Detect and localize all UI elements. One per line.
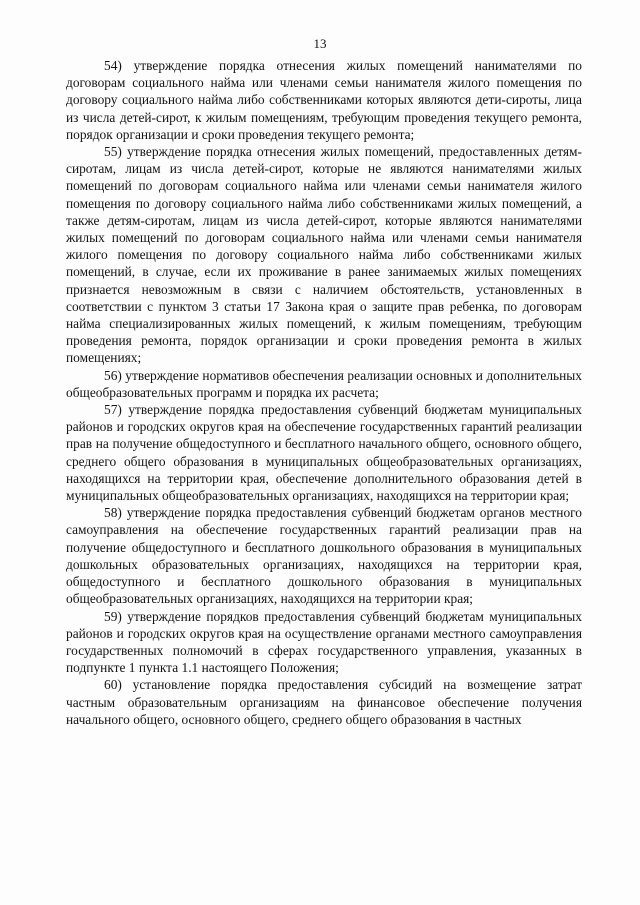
document-body (66, 57, 582, 728)
paragraph-56: 56) утверждение нормативов обеспечения реализации основных и дополнительных общеобразовательных программ и порядка их расчета; (66, 367, 582, 400)
paragraph-58: 58) утверждение порядка предоставления субвенций бюджетам органов местного самоуправления на обеспечение государственных гарантий реализации прав на получение общедоступного и бесплатного дошкольного образования в муниципальных дошкольных образовательных организациях, находящихся на территории края, общедоступного и бесплатного дошкольного образования в муниципальных общеобразовательных организациях, находящихся на территории края; (66, 505, 582, 607)
paragraph-54: 54) утверждение порядка отнесения жилых помещений нанимателями по договорам социального найма или членами семьи нанимателя жилого помещения по договору социального найма либо собственниками которых являются дети-сироты, лица из числа детей-сирот, к жилым помещениям, требующим проведения текущего ремонта, порядок организации и сроки проведения текущего ремонта; (66, 58, 582, 142)
paragraph-55: 55) утверждение порядка отнесения жилых помещений, предоставленных детям-сиротам, лицам из числа детей-сирот, которые не являются нанимателями жилых помещений по договорам социального найма или членами семьи нанимателя жилого помещения по договору социального найма либо собственниками жилых помещений, а также детям-сиротам, лицам из числа детей-сирот, которые являются нанимателями жилых помещений по договорам социального найма или членами семьи нанимателя жилого помещения по договору социального найма либо собственниками жилых помещений, в случае, если их проживание в ранее занимаемых жилых помещениях признается невозможным в связи с наличием обстоятельств, установленных в соответствии с пунктом 3 статьи 17 Закона края о защите прав ребенка, по договорам найма специализированных жилых помещений, к жилым помещениям, требующим проведения ремонта, порядок организации и сроки проведения ремонта в жилых помещениях; (66, 144, 582, 366)
page-number: 13 (313, 36, 327, 51)
paragraph-57: 57) утверждение порядка предоставления субвенций бюджетам муниципальных районов и городских округов края на обеспечение государственных гарантий реализации прав на получение общедоступного и бесплатного начального общего, основного общего, среднего общего образования в муниципальных общеобразовательных организациях, находящихся на территории края, обеспечение дополнительного образования детей в муниципальных общеобразовательных организациях, находящихся на территории края; (66, 402, 582, 504)
paragraph-60: 60) установление порядка предоставления субсидий на возмещение затрат частным образовательным организациям на финансовое обеспечение получения начального общего, основного общего, среднего общего образования в частных (66, 677, 582, 727)
paragraph-59: 59) утверждение порядков предоставления субвенций бюджетам муниципальных районов и городских округов края на осуществление органами местного самоуправления государственных полномочий в сферах государственного управления, указанных в подпункте 1 пункта 1.1 настоящего Положения; (66, 608, 582, 676)
